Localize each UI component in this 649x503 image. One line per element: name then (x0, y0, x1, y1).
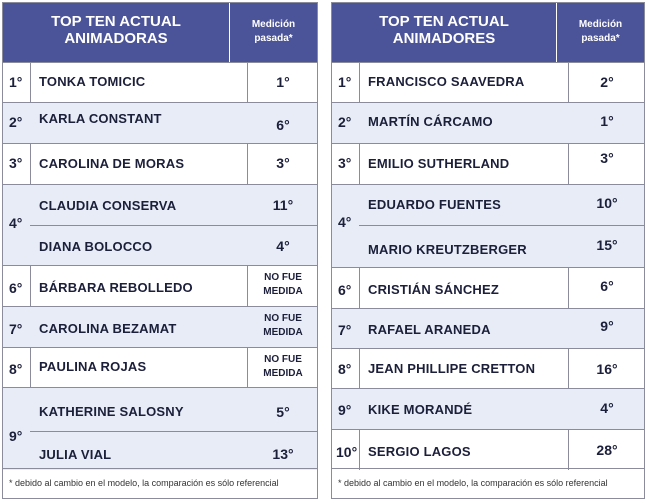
table-row (332, 184, 644, 267)
table-row (332, 308, 644, 348)
rank-label: 2° (338, 114, 352, 130)
person-name: KARLA CONSTANT (39, 111, 162, 126)
person-name: RAFAEL ARANEDA (368, 322, 491, 337)
person-name: KIKE MORANDÉ (368, 402, 473, 417)
table-title: TOP TEN ACTUAL ANIMADORES (379, 13, 509, 47)
past-rank: 15° (596, 237, 618, 253)
rank-label: 9° (338, 402, 352, 418)
person-name: BÁRBARA REBOLLEDO (39, 280, 193, 295)
person-name: JULIA VIAL (39, 447, 112, 462)
past-rank: 2° (600, 74, 614, 90)
person-name: EDUARDO FUENTES (368, 197, 502, 212)
person-name: DIANA BOLOCCO (39, 239, 153, 254)
past-rank: 3° (600, 150, 614, 166)
table-row (332, 62, 644, 102)
past-rank: 13° (272, 446, 294, 462)
table-row (3, 184, 317, 265)
person-name: CAROLINA DE MORAS (39, 156, 185, 171)
past-rank: 1° (600, 113, 614, 129)
column-header: Medición pasada* (251, 19, 296, 44)
table-row (3, 387, 317, 470)
table-row (332, 429, 644, 470)
rank-label: 4° (338, 214, 352, 230)
table-row (3, 143, 317, 184)
person-name: CLAUDIA CONSERVA (39, 198, 177, 213)
past-rank: NO FUE MEDIDA (263, 313, 303, 338)
past-rank: 4° (276, 238, 290, 254)
past-rank: 1° (276, 74, 290, 90)
rank-label: 1° (9, 74, 23, 90)
animadores-table (331, 2, 645, 499)
past-rank: NO FUE MEDIDA (263, 354, 303, 379)
person-name: KATHERINE SALOSNY (39, 404, 184, 419)
rank-label: 10° (336, 444, 358, 460)
table-row (332, 388, 644, 429)
rank-label: 6° (9, 280, 23, 296)
table-row (3, 306, 317, 347)
person-name: MARIO KREUTZBERGER (368, 242, 527, 257)
person-name: EMILIO SUTHERLAND (368, 156, 510, 171)
table-header (3, 3, 317, 62)
past-rank: 11° (272, 197, 294, 213)
past-rank: 28° (596, 442, 618, 458)
table-title: TOP TEN ACTUAL ANIMADORAS (51, 13, 181, 47)
rank-label: 9° (9, 428, 23, 444)
person-name: JEAN PHILLIPE CRETTON (368, 361, 536, 376)
rank-label: 7° (338, 322, 352, 338)
person-name: CRISTIÁN SÁNCHEZ (368, 282, 500, 297)
row-divider (30, 431, 317, 432)
table-row (332, 348, 644, 388)
person-name: CAROLINA BEZAMAT (39, 321, 177, 336)
rank-label: 8° (338, 361, 352, 377)
footnote: * debido al cambio en el modelo, la comparación es sólo referencial (332, 468, 644, 498)
person-name: TONKA TOMICIC (39, 74, 146, 89)
rank-label: 3° (338, 155, 352, 171)
table-header (332, 3, 644, 62)
table-row (3, 102, 317, 143)
rank-label: 7° (9, 321, 23, 337)
past-rank: 4° (600, 400, 614, 416)
animadoras-table (2, 2, 318, 499)
past-rank: 16° (596, 361, 618, 377)
table-row (332, 267, 644, 308)
person-name: FRANCISCO SAAVEDRA (368, 74, 525, 89)
column-header: Medición pasada* (578, 19, 623, 44)
table-row (3, 347, 317, 387)
past-rank: 9° (600, 318, 614, 334)
footnote: * debido al cambio en el modelo, la comparación es sólo referencial (3, 468, 317, 498)
table-row (332, 102, 644, 143)
rank-label: 8° (9, 361, 23, 377)
past-rank: NO FUE MEDIDA (263, 272, 303, 297)
rank-label: 1° (338, 74, 352, 90)
rank-label: 4° (9, 215, 23, 231)
past-rank: 6° (276, 117, 290, 133)
person-name: MARTÍN CÁRCAMO (368, 114, 493, 129)
rank-label: 2° (9, 114, 23, 130)
table-row (3, 265, 317, 306)
person-name: SERGIO LAGOS (368, 444, 471, 459)
rank-label: 3° (9, 155, 23, 171)
table-row (3, 62, 317, 102)
past-rank: 10° (596, 195, 618, 211)
rank-label: 6° (338, 282, 352, 298)
row-divider (359, 225, 644, 226)
past-rank: 5° (276, 404, 290, 420)
past-rank: 6° (600, 278, 614, 294)
past-rank: 3° (276, 155, 290, 171)
row-divider (30, 225, 317, 226)
table-row (332, 143, 644, 184)
person-name: PAULINA ROJAS (39, 359, 147, 374)
